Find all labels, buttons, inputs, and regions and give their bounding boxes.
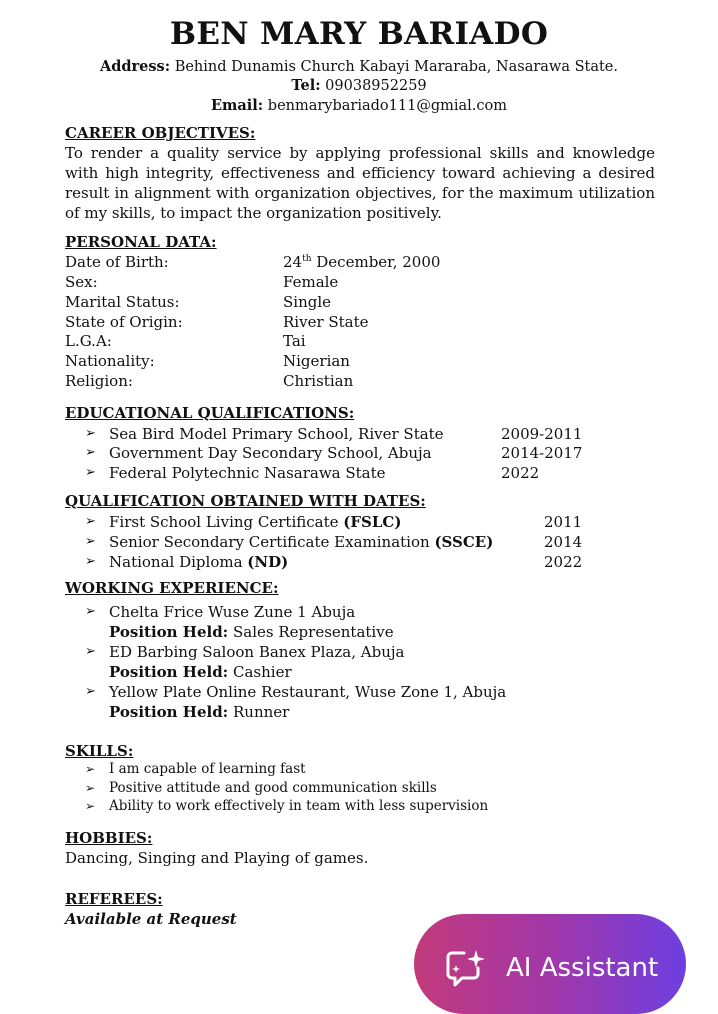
arrow-bullet-icon: ➢ — [85, 644, 96, 659]
personal-value: River State — [283, 313, 369, 331]
personal-value: Single — [283, 293, 332, 311]
education-years: 2022 — [501, 464, 540, 482]
personal-label: Nationality: — [65, 352, 155, 370]
arrow-bullet-icon: ➢ — [85, 554, 96, 569]
arrow-bullet-icon: ➢ — [85, 465, 96, 480]
address-label: Address: — [100, 58, 171, 75]
personal-label: Religion: — [65, 372, 133, 390]
experience-position: Position Held: Sales Representative — [109, 623, 394, 641]
contact-address — [0, 58, 718, 75]
qualification-item: First School Living Certificate (FSLC) — [109, 513, 402, 531]
arrow-bullet-icon: ➢ — [85, 781, 96, 795]
arrow-bullet-icon: ➢ — [85, 426, 96, 441]
skill-item: I am capable of learning fast — [109, 761, 306, 777]
personal-label: Sex: — [65, 273, 98, 291]
qualification-item: National Diploma (ND) — [109, 553, 289, 571]
personal-value: Nigerian — [283, 352, 350, 370]
personal-label: State of Origin: — [65, 313, 183, 331]
education-school: Federal Polytechnic Nasarawa State — [109, 464, 386, 482]
personal-heading: PERSONAL DATA: — [65, 233, 217, 251]
arrow-bullet-icon: ➢ — [85, 799, 96, 813]
arrow-bullet-icon: ➢ — [85, 762, 96, 776]
experience-heading: WORKING EXPERIENCE: — [65, 579, 279, 597]
email-value: benmarybariado111@gmial.com — [267, 98, 507, 114]
career-text: To render a quality service by applying professional skills and knowledge with high integrity, effectiveness and efficiency toward achieving a desired result in alignment with organization objectives, for the maximum utilization of my skills, to impact the organization positively. — [65, 144, 655, 222]
sparkle-chat-icon — [444, 948, 486, 988]
email-label: Email: — [211, 97, 264, 114]
qualifications-heading: QUALIFICATION OBTAINED WITH DATES: — [65, 492, 426, 510]
address-value: Behind Dunamis Church Kabayi Mararaba, Nasarawa State. — [174, 59, 618, 75]
education-school: Sea Bird Model Primary School, River State — [109, 425, 444, 443]
personal-value: Female — [283, 273, 339, 291]
arrow-bullet-icon: ➢ — [85, 514, 96, 529]
arrow-bullet-icon: ➢ — [85, 534, 96, 549]
referees-text: Available at Request — [65, 910, 237, 928]
ai-assistant-label[interactable]: AI Assistant — [506, 953, 659, 983]
skill-item: Positive attitude and good communication skills — [109, 780, 437, 796]
experience-place: ED Barbing Saloon Banex Plaza, Abuja — [109, 643, 405, 661]
skills-heading: SKILLS: — [65, 742, 134, 760]
arrow-bullet-icon: ➢ — [85, 445, 96, 460]
qualification-item: Senior Secondary Certificate Examination (SSCE) — [109, 533, 494, 551]
contact-email — [0, 97, 718, 114]
arrow-bullet-icon: ➢ — [85, 684, 96, 699]
resume-name: BEN MARY BARIADO — [169, 16, 549, 52]
education-years: 2009-2011 — [501, 425, 583, 443]
personal-value: Christian — [283, 372, 354, 390]
skill-item: Ability to work effectively in team with less supervision — [109, 798, 489, 814]
qualification-year: 2022 — [544, 553, 583, 571]
contact-tel — [0, 77, 718, 94]
personal-value: Tai — [283, 332, 306, 350]
qualification-year: 2011 — [544, 513, 583, 531]
personal-label: Date of Birth: — [65, 253, 169, 271]
education-heading: EDUCATIONAL QUALIFICATIONS: — [65, 404, 355, 422]
tel-value: 09038952259 — [325, 78, 427, 94]
hobbies-heading: HOBBIES: — [65, 829, 153, 847]
career-heading: CAREER OBJECTIVES: — [65, 124, 256, 142]
tel-label: Tel: — [291, 77, 321, 94]
education-school: Government Day Secondary School, Abuja — [109, 444, 432, 462]
referees-heading: REFEREES: — [65, 890, 163, 908]
hobbies-text: Dancing, Singing and Playing of games. — [65, 849, 369, 867]
personal-label: L.G.A: — [65, 332, 112, 350]
experience-position: Position Held: Cashier — [109, 663, 292, 681]
arrow-bullet-icon: ➢ — [85, 604, 96, 619]
experience-position: Position Held: Runner — [109, 703, 290, 721]
qualification-year: 2014 — [544, 533, 583, 551]
experience-place: Yellow Plate Online Restaurant, Wuse Zone 1, Abuja — [109, 683, 507, 701]
personal-value: 24th December, 2000 — [283, 253, 441, 271]
personal-label: Marital Status: — [65, 293, 180, 311]
experience-place: Chelta Frice Wuse Zune 1 Abuja — [109, 603, 356, 621]
education-years: 2014-2017 — [501, 444, 583, 462]
